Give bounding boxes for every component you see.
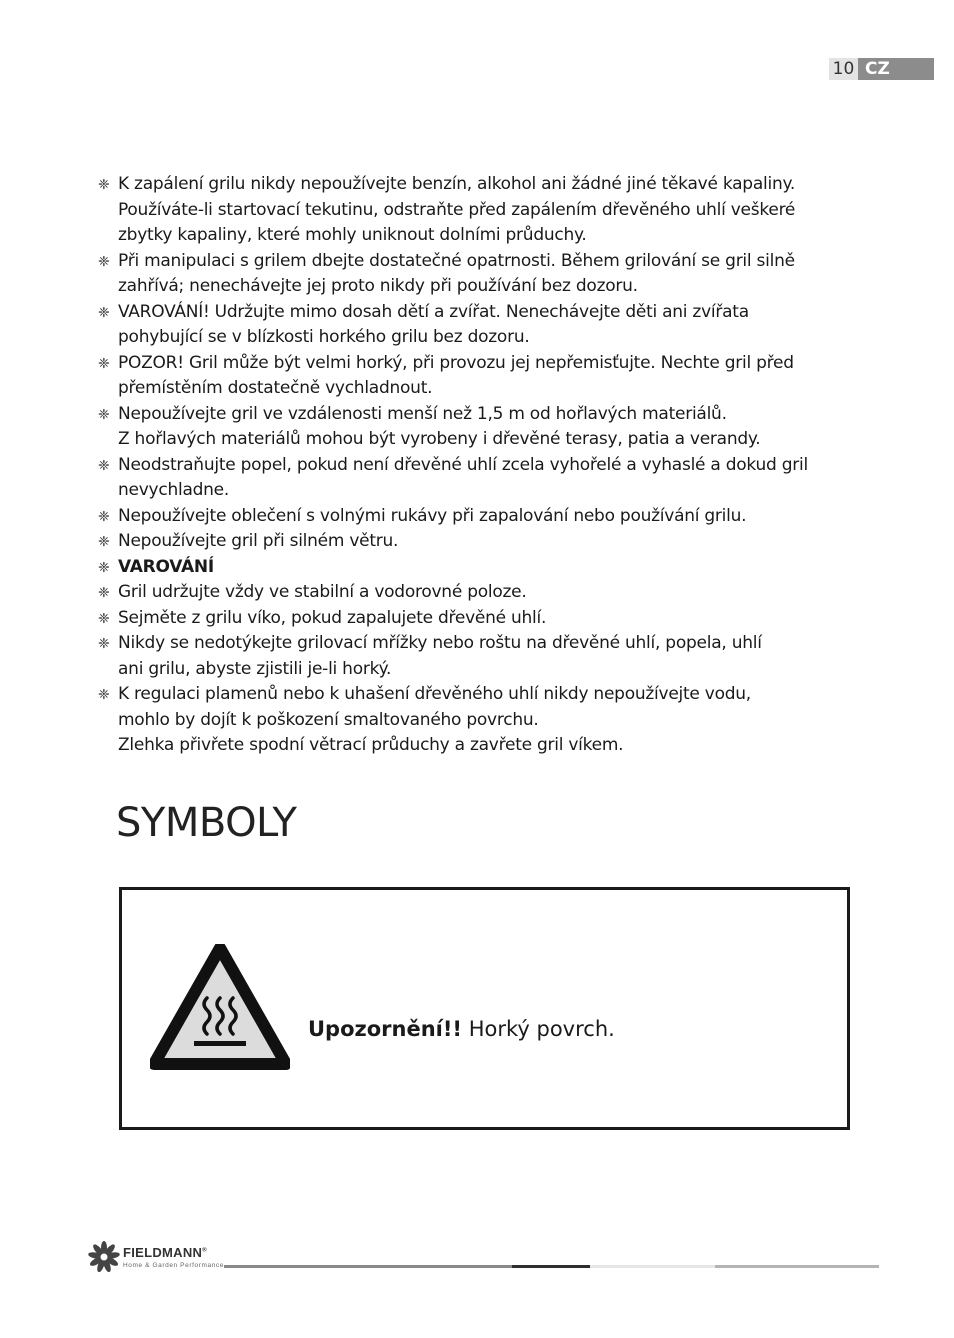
page-number: 10 bbox=[829, 58, 858, 80]
safety-item-line: Neodstraňujte popel, pokud není dřevěné uhlí zcela vyhořelé a vyhaslé a dokud gril bbox=[118, 454, 808, 475]
safety-item-line: Nepoužívejte gril ve vzdálenosti menší než 1,5 m od hořlavých materiálů. bbox=[118, 403, 727, 424]
safety-item-line: VAROVÁNÍ bbox=[118, 556, 214, 577]
safety-item bbox=[98, 580, 858, 606]
bullet-icon: ❈ bbox=[98, 559, 110, 576]
safety-item bbox=[98, 529, 858, 555]
hot-surface-warning-text bbox=[308, 1017, 615, 1041]
footer-rule-segment bbox=[512, 1265, 590, 1268]
safety-item bbox=[98, 351, 858, 402]
brand-name: FIELDMANN® bbox=[123, 1245, 207, 1260]
safety-item bbox=[98, 504, 858, 530]
brand-tagline: Home & Garden Performance bbox=[123, 1262, 224, 1269]
safety-item-line: ani grilu, abyste zjistili je-li horký. bbox=[118, 658, 392, 679]
bullet-icon: ❈ bbox=[98, 687, 110, 703]
bullet-icon: ❈ bbox=[98, 610, 110, 627]
safety-item bbox=[98, 172, 858, 249]
hot-surface-warning-icon bbox=[150, 944, 290, 1070]
safety-item bbox=[98, 249, 858, 300]
bullet-icon: ❈ bbox=[98, 636, 110, 652]
safety-item-line: Zlehka přivřete spodní větrací průduchy a zavřete gril víkem. bbox=[118, 735, 624, 755]
safety-item-line: VAROVÁNÍ! Udržujte mimo dosah dětí a zvířat. Nenechávejte děti ani zvířata bbox=[118, 301, 749, 322]
fieldmann-flower-icon bbox=[88, 1241, 120, 1273]
symbols-heading: SYMBOLY bbox=[116, 800, 297, 846]
safety-item-line: Nepoužívejte oblečení s volnými rukávy při zapalování nebo používání grilu. bbox=[118, 505, 747, 526]
safety-item-line: K regulaci plamenů nebo k uhašení dřevěného uhlí nikdy nepoužívejte vodu, bbox=[118, 684, 751, 704]
safety-item-line: Z hořlavých materiálů mohou být vyrobeny i dřevěné terasy, patia a verandy. bbox=[118, 429, 761, 449]
brand-logo bbox=[88, 1241, 228, 1275]
bullet-icon: ❈ bbox=[98, 355, 110, 372]
safety-item-line: zahřívá; nenechávejte jej proto nikdy při používání bez dozoru. bbox=[118, 276, 638, 296]
footer-rule-segment bbox=[715, 1265, 879, 1268]
safety-item-line: pohybující se v blízkosti horkého grilu bez dozoru. bbox=[118, 327, 530, 347]
bullet-icon: ❈ bbox=[98, 406, 110, 423]
safety-item-line: Nikdy se nedotýkejte grilovací mřížky nebo roštu na dřevěné uhlí, popela, uhlí bbox=[118, 633, 762, 653]
footer-rule-segment bbox=[224, 1265, 512, 1268]
safety-item-line: Při manipulaci s grilem dbejte dostatečné opatrnosti. Během grilování se gril silně bbox=[118, 250, 795, 271]
safety-item-line: POZOR! Gril může být velmi horký, při provozu jej nepřemisťujte. Nechte gril před bbox=[118, 352, 794, 373]
safety-item-line: K zapálení grilu nikdy nepoužívejte benzín, alkohol ani žádné jiné těkavé kapaliny. bbox=[118, 174, 796, 194]
bullet-icon: ❈ bbox=[98, 585, 110, 601]
language-badge: CZ bbox=[858, 58, 934, 80]
safety-item-line: Používáte-li startovací tekutinu, odstraňte před zapálením dřevěného uhlí veškeré bbox=[118, 199, 796, 220]
bullet-icon: ❈ bbox=[98, 253, 110, 270]
safety-item bbox=[98, 453, 858, 504]
safety-item bbox=[98, 631, 858, 682]
bullet-icon: ❈ bbox=[98, 508, 110, 525]
warning-description: Horký povrch. bbox=[468, 1017, 615, 1041]
safety-item-line: Nepoužívejte gril při silném větru. bbox=[118, 531, 399, 551]
safety-item-line: Sejměte z grilu víko, pokud zapalujete dřevěné uhlí. bbox=[118, 607, 547, 628]
warning-label: Upozornění!! bbox=[308, 1017, 463, 1041]
symbol-box bbox=[119, 887, 850, 1130]
safety-item bbox=[98, 300, 858, 351]
safety-item bbox=[98, 402, 858, 453]
safety-item bbox=[98, 682, 858, 759]
footer-rule-segment bbox=[590, 1265, 715, 1268]
safety-item-line: nevychladne. bbox=[118, 480, 230, 500]
safety-item-line: zbytky kapaliny, které mohly uniknout dolními průduchy. bbox=[118, 225, 587, 245]
bullet-icon: ❈ bbox=[98, 457, 110, 474]
bullet-icon: ❈ bbox=[98, 304, 110, 321]
bullet-icon: ❈ bbox=[98, 177, 110, 193]
safety-item bbox=[98, 555, 858, 581]
safety-item-line: Gril udržujte vždy ve stabilní a vodorovné poloze. bbox=[118, 582, 527, 602]
safety-item-line: přemístěním dostatečně vychladnout. bbox=[118, 378, 433, 398]
safety-instructions-list bbox=[98, 172, 858, 759]
bullet-icon: ❈ bbox=[98, 534, 110, 550]
safety-item-line: mohlo by dojít k poškození smaltovaného povrchu. bbox=[118, 709, 539, 730]
safety-item bbox=[98, 606, 858, 632]
